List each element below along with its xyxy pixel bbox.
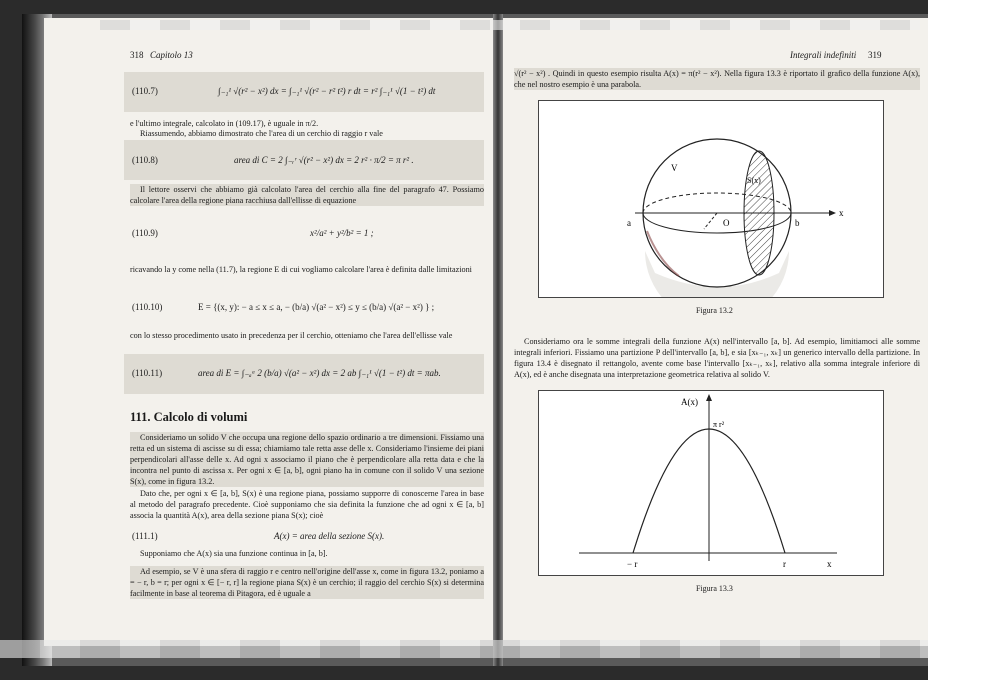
equation-number: (110.11): [132, 368, 163, 378]
scan-artifact-top: [100, 20, 920, 30]
label-r: r: [783, 559, 786, 569]
equation-body: x²/a² + y²/b² = 1 ;: [310, 228, 374, 238]
equation-body: A(x) = area della sezione S(x).: [274, 531, 385, 541]
blank-margin-right: [928, 0, 1000, 680]
equation-111-1: [124, 528, 484, 546]
paragraph: Il lettore osservi che abbiamo già calcolato l'area del cerchio alla fine del paragrafo 47. Possiamo calcolare l'area della regione piana racchiusa dall'ellisse di equazione: [130, 185, 484, 205]
equation-number: (110.9): [132, 228, 158, 238]
label-a: a: [627, 218, 631, 228]
equation-110-8: [124, 140, 484, 180]
equation-body: ∫₋₁¹ √(r² − x²) dx = ∫₋₁¹ √(r² − r² t²) r dt = r² ∫₋₁¹ √(1 − t²) dt: [218, 86, 436, 96]
equation-number: (110.8): [132, 155, 158, 165]
equation-number: (111.1): [132, 531, 158, 541]
section-title: 111. Calcolo di volumi: [130, 410, 248, 424]
paragraph: Riassumendo, abbiamo dimostrato che l'area di un cerchio di raggio r vale: [140, 129, 383, 138]
label-neg-r: − r: [627, 559, 638, 569]
paragraph: Consideriamo ora le somme integrali della funzione A(x) nell'intervallo [a, b]. Ad esempio, limitiamoci alle somme integrali inferiori. Fissiamo una partizione P dell'intervallo [a, b], e sia [xₖ₋₁, xₖ] un generico intervallo della partizione. In figura 13.4 è disegnato il rettangolo, avente come base l'intervallo [xₖ₋₁, xₖ], relativo alla somma integrale inferiore di A(x), ed è anche disegnata una interpretazione geometrica relativa al solido V.: [514, 337, 920, 379]
paragraph: √(r² − x²) . Quindi in questo esempio risulta A(x) = π(r² − x²). Nella figura 13.3 è riportato il grafico della funzione A(x), che nel nostro esempio è una parabola.: [514, 69, 920, 89]
right-page-number: 319: [868, 50, 882, 60]
right-page: [500, 18, 928, 646]
label-ax: A(x): [681, 397, 698, 407]
label-o: O: [723, 218, 730, 228]
label-v: V: [671, 163, 678, 173]
equation-body: E = {(x, y): − a ≤ x ≤ a, − (b/a) √(a² − x²) ≤ y ≤ (b/a) √(a² − x²) } ;: [198, 302, 435, 312]
label-s: S(x): [747, 176, 761, 185]
label-x: x: [839, 208, 844, 218]
equation-number: (110.7): [132, 86, 158, 96]
figure-13-3: [538, 390, 884, 576]
scan-artifact-bottom: [0, 640, 1000, 658]
book-spine: [493, 14, 503, 666]
paragraph: ricavando la y come nella (11.7), la regione E di cui vogliamo calcolare l'area è definita dalle limitazioni: [130, 265, 472, 274]
left-page-number: 318: [130, 50, 144, 60]
equation-110-10: [124, 290, 484, 324]
figure-caption: Figura 13.3: [696, 584, 733, 593]
label-x: x: [827, 559, 832, 569]
left-chapter-title: Capitolo 13: [150, 50, 193, 60]
paragraph: Dato che, per ogni x ∈ [a, b], S(x) è una regione piana, possiamo supporre di conoscerne l'area in base al metodo del paragrafo precedente. Cioè supponiamo che sia definita la funzione che ad ogni x ∈ [a, b] associa la quantità A(x), area della sezione piana S(x); cioè: [130, 489, 484, 520]
equation-110-11: [124, 354, 484, 394]
figure-caption: Figura 13.2: [696, 306, 733, 315]
right-header-title: Integrali indefiniti: [790, 50, 857, 60]
equation-number: (110.10): [132, 302, 163, 312]
equation-body: area di C = 2 ∫₋ᵣʳ √(r² − x²) dx = 2 r² · π/2 = π r² .: [234, 155, 414, 165]
paragraph: Supponiamo che A(x) sia una funzione continua in [a, b].: [140, 549, 328, 558]
figure-13-2: [538, 100, 884, 298]
paragraph: Ad esempio, se V è una sfera di raggio r e centro nell'origine dell'asse x, come in figura 13.2, poniamo a = − r, b = r; per ogni x ∈ [− r, r] la regione piana S(x) è un cerchio; il raggio del cerchio S(x) si determina facilmente in base al teorema di Pitagora, ed è uguale a: [130, 567, 484, 598]
label-b: b: [795, 218, 800, 228]
label-pir2: π r²: [713, 420, 725, 429]
paragraph: e l'ultimo integrale, calcolato in (109.17), è uguale in π/2.: [130, 119, 319, 128]
paragraph: con lo stesso procedimento usato in precedenza per il cerchio, otteniamo che l'area dell'ellisse vale: [130, 331, 453, 340]
left-page: [44, 18, 496, 646]
equation-110-9: [124, 214, 484, 250]
equation-body: area di E = ∫₋ₐᵃ 2 (b/a) √(a² − x²) dx = 2 ab ∫₋₁¹ √(1 − t²) dt = πab.: [198, 368, 441, 378]
paragraph: Consideriamo un solido V che occupa una regione dello spazio ordinario a tre dimensioni. Fissiamo una retta ed un sistema di ascisse su di essa; chiamiamo tale retta asse delle x. Consideriamo l'insieme dei piani perpendicolari all'asse delle x. Ad ogni x associamo il piano che è perpendicolare alla retta data e che la incontra nel punto di ascissa x. Per ogni x ∈ [a, b], ogni piano ha in comune con il solido V una sezione S(x), come in figura 13.2.: [130, 433, 484, 486]
equation-110-7: [124, 72, 484, 112]
